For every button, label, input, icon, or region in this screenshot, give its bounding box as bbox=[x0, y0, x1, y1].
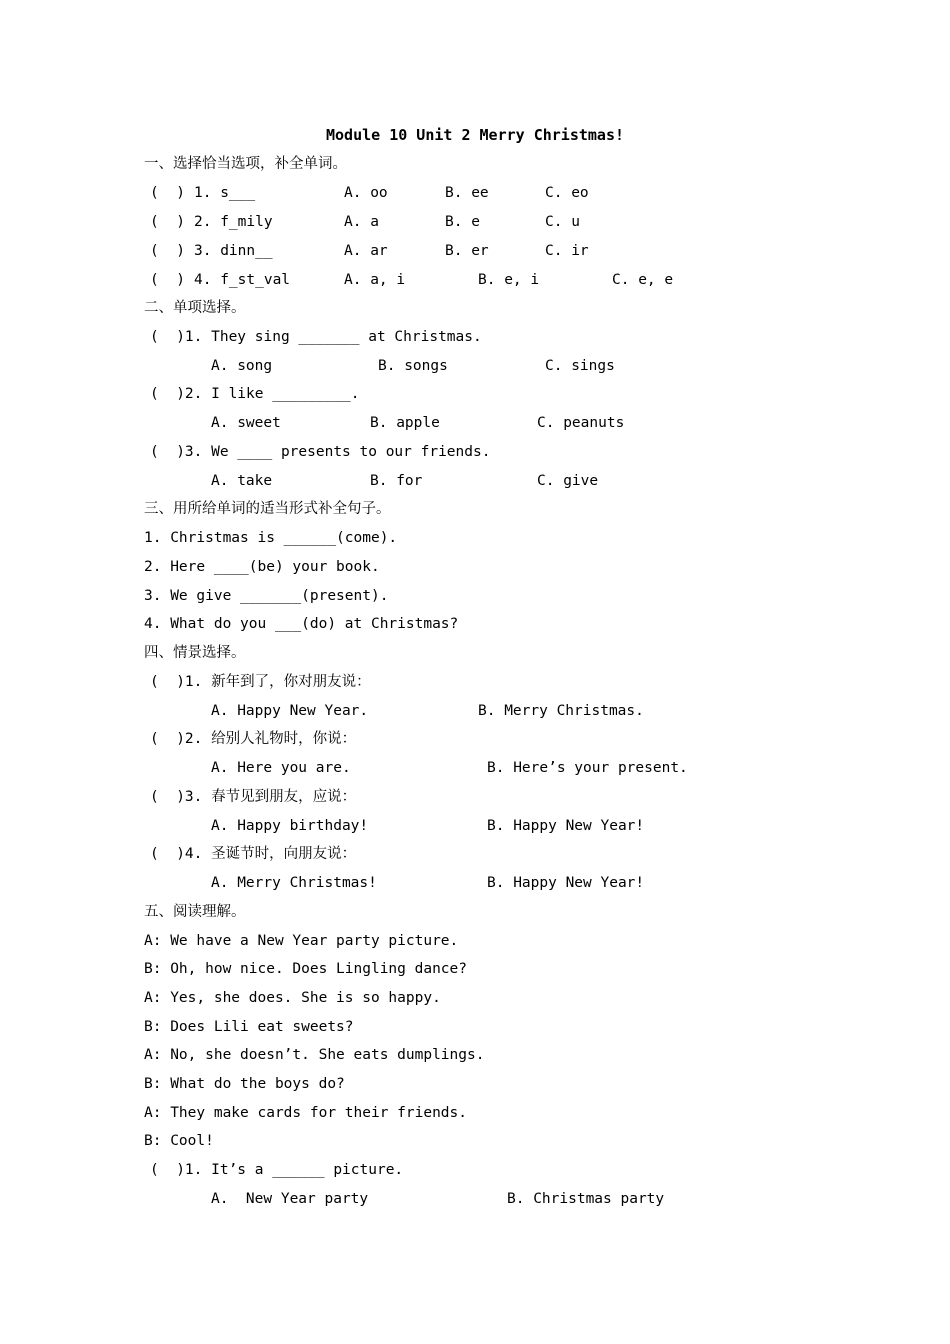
s2-options-1 bbox=[144, 356, 744, 376]
option-a: A. Happy birthday! bbox=[211, 818, 369, 834]
s4-options-3 bbox=[144, 816, 744, 836]
option-a: A. sweet bbox=[211, 415, 281, 431]
answer-blank[interactable]: ( ) bbox=[150, 272, 185, 288]
option-b: B. Happy New Year! bbox=[487, 875, 645, 891]
s1-item-1 bbox=[144, 183, 744, 203]
answer-blank[interactable]: ( ) bbox=[150, 214, 185, 230]
s1-item-4 bbox=[144, 270, 744, 290]
dialogue-line: A: No, she doesn’t. She eats dumplings. bbox=[144, 1047, 485, 1063]
dialogue-line: B: Does Lili eat sweets? bbox=[144, 1019, 354, 1035]
s4-question-4: ( )4. 圣诞节时，向朋友说： bbox=[150, 846, 357, 862]
option-b: B. e bbox=[445, 214, 480, 230]
option-c: C. peanuts bbox=[537, 415, 625, 431]
s4-options-2 bbox=[144, 758, 744, 778]
s1-item-2 bbox=[144, 212, 744, 232]
item-stem: 2. f_mily bbox=[194, 214, 273, 230]
option-a: A. song bbox=[211, 358, 273, 374]
section-3-heading: 三、用所给单词的适当形式补全句子。 bbox=[144, 501, 391, 517]
s4-options-4 bbox=[144, 873, 744, 893]
option-a: A. Merry Christmas! bbox=[211, 875, 377, 891]
s5-options-1 bbox=[144, 1189, 744, 1209]
item-stem: 1. s___ bbox=[194, 185, 256, 201]
s4-question-3: ( )3. 春节见到朋友，应说： bbox=[150, 789, 357, 805]
s2-question-3: ( )3. We ____ presents to our friends. bbox=[150, 444, 491, 460]
option-b: B. Here’s your present. bbox=[487, 760, 688, 776]
option-a: A. take bbox=[211, 473, 273, 489]
s2-options-3 bbox=[144, 471, 744, 491]
s5-question-1: ( )1. It’s a ______ picture. bbox=[150, 1162, 404, 1178]
option-c: C. eo bbox=[545, 185, 589, 201]
option-b: B. Merry Christmas. bbox=[478, 703, 644, 719]
option-c: C. u bbox=[545, 214, 580, 230]
dialogue-line: A: They make cards for their friends. bbox=[144, 1105, 468, 1121]
section-1-heading: 一、选择恰当选项，补全单词。 bbox=[144, 156, 347, 172]
s4-question-1: ( )1. 新年到了，你对朋友说： bbox=[150, 674, 371, 690]
section-2-heading: 二、单项选择。 bbox=[144, 300, 246, 316]
s2-question-2: ( )2. I like _________. bbox=[150, 386, 360, 402]
s3-line-3: 3. We give _______(present). bbox=[144, 588, 389, 604]
option-b: B. er bbox=[445, 243, 489, 259]
section-5-heading: 五、阅读理解。 bbox=[144, 904, 246, 920]
s4-question-2: ( )2. 给别人礼物时，你说： bbox=[150, 731, 357, 747]
option-b: B. songs bbox=[378, 358, 448, 374]
option-c: C. sings bbox=[545, 358, 615, 374]
option-a: A. a, i bbox=[344, 272, 406, 288]
option-a: A. oo bbox=[344, 185, 388, 201]
item-stem: 3. dinn__ bbox=[194, 243, 273, 259]
answer-blank[interactable]: ( ) bbox=[150, 243, 185, 259]
option-b: B. ee bbox=[445, 185, 489, 201]
dialogue-line: B: Oh, how nice. Does Lingling dance? bbox=[144, 961, 468, 977]
option-c: C. ir bbox=[545, 243, 589, 259]
option-b: B. apple bbox=[370, 415, 440, 431]
dialogue-line: A: We have a New Year party picture. bbox=[144, 933, 459, 949]
option-b: B. Christmas party bbox=[507, 1191, 665, 1207]
s2-options-2 bbox=[144, 413, 744, 433]
s3-line-2: 2. Here ____(be) your book. bbox=[144, 559, 380, 575]
s3-line-1: 1. Christmas is ______(come). bbox=[144, 530, 398, 546]
option-a: A. ar bbox=[344, 243, 388, 259]
dialogue-line: A: Yes, she does. She is so happy. bbox=[144, 990, 441, 1006]
dialogue-line: B: What do the boys do? bbox=[144, 1076, 345, 1092]
option-a: A. Happy New Year. bbox=[211, 703, 369, 719]
dialogue-line: B: Cool! bbox=[144, 1133, 214, 1149]
s1-item-3 bbox=[144, 241, 744, 261]
option-b: B. for bbox=[370, 473, 423, 489]
answer-blank[interactable]: ( ) bbox=[150, 185, 185, 201]
option-c: C. give bbox=[537, 473, 599, 489]
item-stem: 4. f_st_val bbox=[194, 272, 291, 288]
option-a: A. New Year party bbox=[211, 1191, 369, 1207]
page-title: Module 10 Unit 2 Merry Christmas! bbox=[325, 126, 624, 144]
section-4-heading: 四、情景选择。 bbox=[144, 645, 246, 661]
option-a: A. a bbox=[344, 214, 379, 230]
s4-options-1 bbox=[144, 701, 744, 721]
option-c: C. e, e bbox=[612, 272, 674, 288]
option-a: A. Here you are. bbox=[211, 760, 351, 776]
s2-question-1: ( )1. They sing _______ at Christmas. bbox=[150, 329, 482, 345]
s3-line-4: 4. What do you ___(do) at Christmas? bbox=[144, 616, 459, 632]
option-b: B. e, i bbox=[478, 272, 540, 288]
option-b: B. Happy New Year! bbox=[487, 818, 645, 834]
